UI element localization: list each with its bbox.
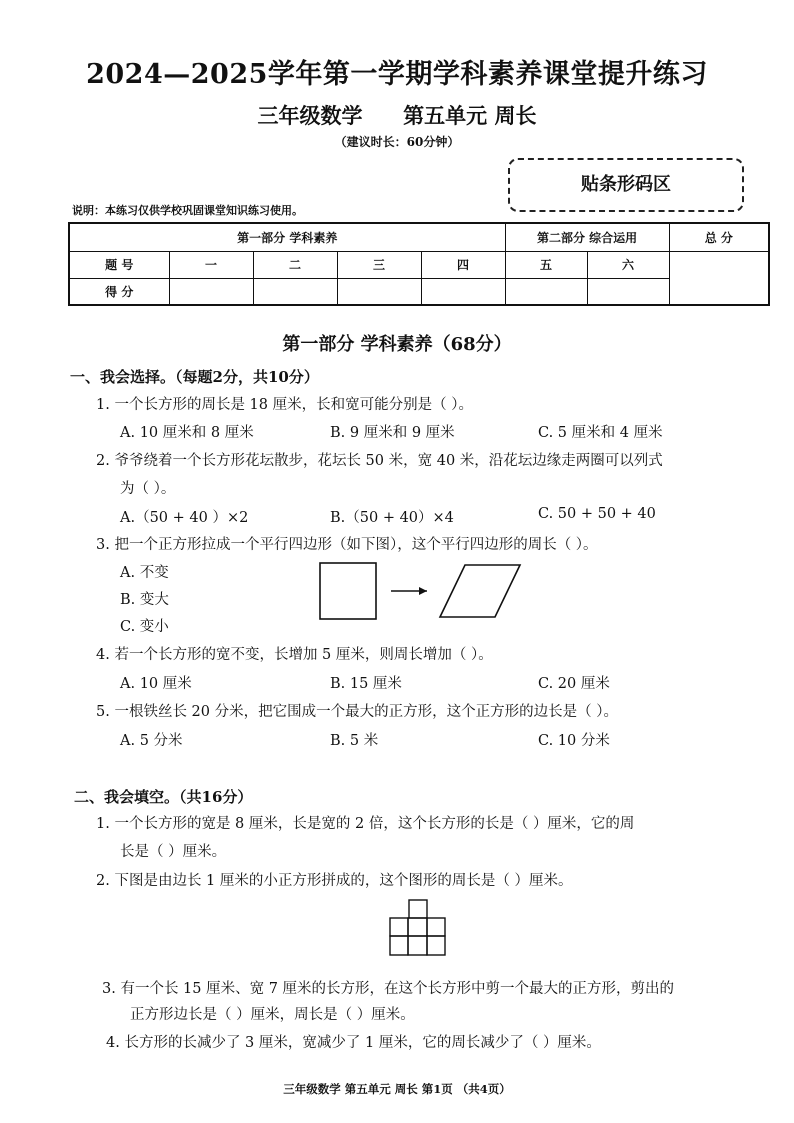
question-number-cell: 六 (587, 251, 669, 278)
usage-note: 说明：本练习仅供学校巩固课堂知识练习使用。 (72, 204, 303, 217)
unit-squares-figure (389, 899, 449, 961)
option-1-2-a: A.（50 + 40 ）×2 (120, 510, 249, 526)
section2-heading: 二、我会填空。（共16分） (74, 788, 253, 806)
option-1-4-a: A. 10 厘米 (120, 676, 192, 692)
option-1-1-c: C. 5 厘米和 4 厘米 (538, 425, 663, 441)
question-2-2: 2. 下图是由边长 1 厘米的小正方形拼成的，这个图形的周长是（ ）厘米。 (96, 873, 573, 889)
question-2-1-cont: 长是（ ）厘米。 (120, 844, 227, 860)
question-number-cell: 二 (253, 251, 337, 278)
score-cell (505, 278, 587, 305)
arrow-head-icon (419, 587, 427, 595)
unit-label: 第五单元 周长 (403, 103, 537, 128)
question-1-2: 2. 爷爷绕着一个长方形花坛散步，花坛长 50 米，宽 40 米，沿花坛边缘走两圈可以列式 (96, 453, 663, 469)
exam-subtitle (0, 100, 794, 130)
option-1-3-c: C. 变小 (120, 619, 169, 635)
total-score-cell (669, 251, 769, 305)
option-1-5-c: C. 10 分米 (538, 733, 610, 749)
option-1-2-c: C. 50 + 50 + 40 (538, 506, 656, 522)
score-total-header: 总 分 (669, 223, 769, 251)
question-1-5: 5. 一根铁丝长 20 分米，把它围成一个最大的正方形，这个正方形的边长是（ ）。 (96, 704, 618, 720)
page-footer: 三年级数学 第五单元 周长 第1页 （共4页） (283, 1082, 511, 1096)
option-1-1-a: A. 10 厘米和 8 厘米 (120, 425, 254, 441)
option-1-1-b: B. 9 厘米和 9 厘米 (330, 425, 455, 441)
question-1-1: 1. 一个长方形的周长是 18 厘米，长和宽可能分别是（ ）。 (96, 397, 473, 413)
score-cell (421, 278, 505, 305)
question-number-cell: 五 (505, 251, 587, 278)
option-1-5-a: A. 5 分米 (120, 733, 183, 749)
parallelogram-shape (440, 565, 520, 617)
score-cell (169, 278, 253, 305)
option-1-3-a: A. 不变 (120, 565, 169, 581)
score-cell (253, 278, 337, 305)
question-number-cell: 四 (421, 251, 505, 278)
option-1-5-b: B. 5 米 (330, 733, 379, 749)
option-1-2-b: B.（50 + 40）×4 (330, 510, 454, 526)
question-2-4: 4. 长方形的长减少了 3 厘米，宽减少了 1 厘米，它的周长减少了（ ）厘米。 (106, 1035, 601, 1051)
section1-heading: 一、我会选择。（每题2分，共10分） (70, 368, 319, 386)
part1-title: 第一部分 学科素养（68分） (282, 334, 512, 355)
option-1-4-b: B. 15 厘米 (330, 676, 402, 692)
question-1-3: 3. 把一个正方形拉成一个平行四边形（如下图），这个平行四边形的周长（ ）。 (96, 537, 598, 553)
score-cell (337, 278, 421, 305)
score-row-label: 得 分 (69, 278, 169, 305)
question-number-cell: 一 (169, 251, 253, 278)
option-1-3-b: B. 变大 (120, 592, 169, 608)
score-cell (587, 278, 669, 305)
question-number-cell: 三 (337, 251, 421, 278)
square-shape (320, 563, 376, 619)
score-table (68, 222, 770, 306)
option-1-4-c: C. 20 厘米 (538, 676, 610, 692)
subject-label: 三年级数学 (257, 103, 363, 128)
question-1-4: 4. 若一个长方形的宽不变，长增加 5 厘米，则周长增加（ ）。 (96, 647, 493, 663)
score-part2-header: 第二部分 综合运用 (505, 223, 669, 251)
question-2-3-cont: 正方形边长是（ ）厘米，周长是（ ）厘米。 (130, 1007, 415, 1023)
score-part1-header: 第一部分 学科素养 (69, 223, 505, 251)
suggested-duration: （建议时长：60分钟） (334, 135, 460, 149)
question-number-label: 题 号 (69, 251, 169, 278)
question-2-1: 1. 一个长方形的宽是 8 厘米，长是宽的 2 倍，这个长方形的长是（ ）厘米，它的周 (96, 816, 635, 832)
barcode-area: 贴条形码区 (508, 158, 744, 212)
exam-title: 2024—2025学年第一学期学科素养课堂提升练习 (86, 59, 708, 90)
question-1-2-cont: 为（ ）。 (120, 481, 176, 497)
square-to-parallelogram-figure (315, 560, 525, 622)
question-2-3: 3. 有一个长 15 厘米、宽 7 厘米的长方形，在这个长方形中剪一个最大的正方形，剪出的 (102, 981, 675, 997)
